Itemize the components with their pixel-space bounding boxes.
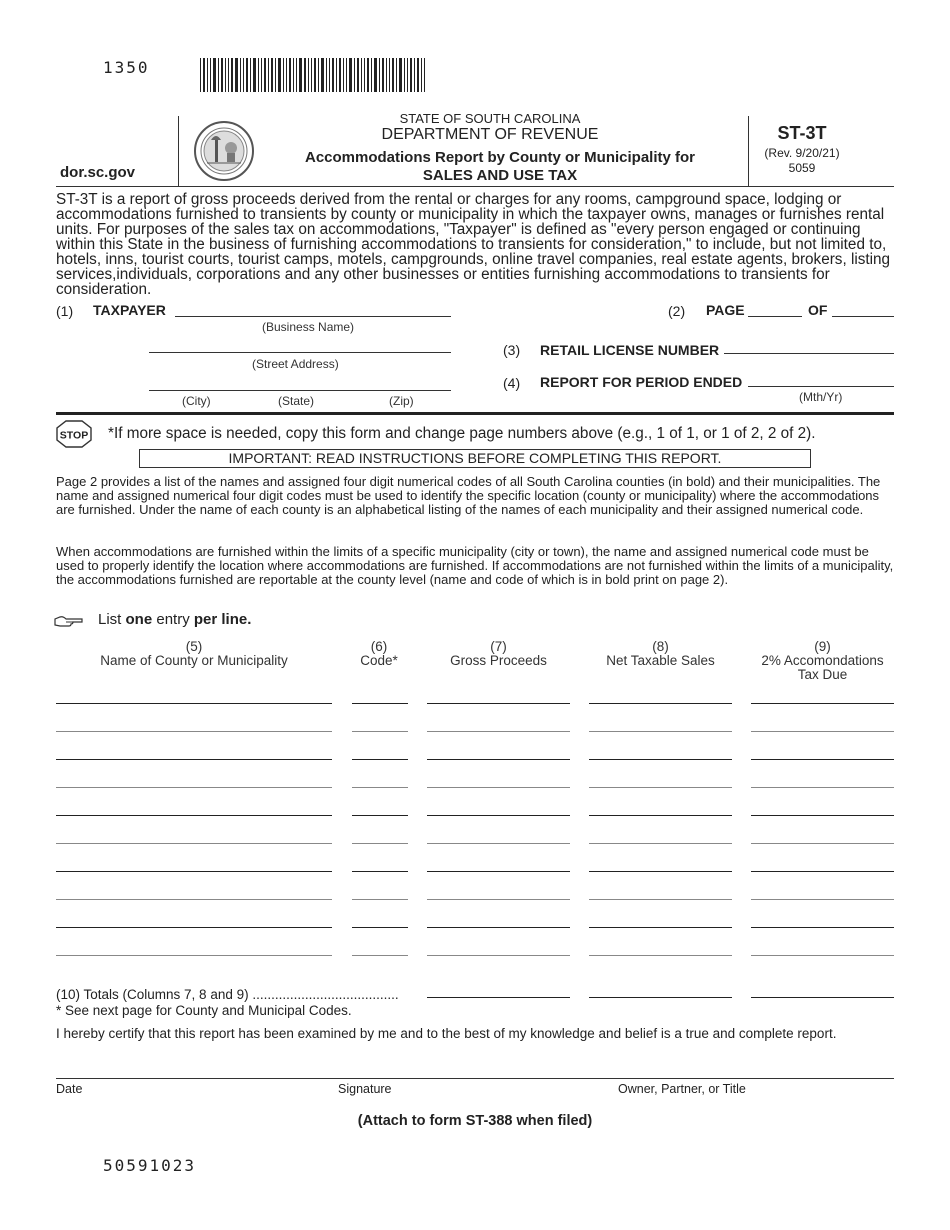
page-number-index: (2) bbox=[668, 303, 686, 319]
barcode-bar bbox=[258, 58, 259, 92]
zip-label: (Zip) bbox=[389, 394, 414, 408]
barcode-bar bbox=[275, 58, 276, 92]
barcode-bar bbox=[246, 58, 248, 92]
page-number-field[interactable] bbox=[748, 316, 802, 317]
gross-proceeds-field[interactable] bbox=[427, 815, 570, 816]
list-note-one: one bbox=[125, 611, 153, 628]
barcode-bar bbox=[404, 58, 405, 92]
county-name-field[interactable] bbox=[56, 899, 332, 900]
department-name: DEPARTMENT OF REVENUE bbox=[381, 126, 599, 143]
gross-proceeds-field[interactable] bbox=[427, 871, 570, 872]
barcode-bar bbox=[314, 58, 316, 92]
gross-proceeds-field[interactable] bbox=[427, 787, 570, 788]
county-name-field[interactable] bbox=[56, 871, 332, 872]
city-label: (City) bbox=[182, 394, 211, 408]
stop-sign-icon bbox=[56, 420, 90, 448]
city-state-zip-field[interactable] bbox=[149, 390, 451, 391]
gross-proceeds-field[interactable] bbox=[427, 955, 570, 956]
code-field[interactable] bbox=[352, 927, 408, 928]
column-header-net-taxable bbox=[589, 640, 732, 668]
gross-proceeds-field[interactable] bbox=[427, 927, 570, 928]
gross-proceeds-field[interactable] bbox=[427, 703, 570, 704]
barcode-bar bbox=[253, 58, 256, 92]
state-label: (State) bbox=[278, 394, 315, 408]
tax-due-field[interactable] bbox=[751, 815, 894, 816]
barcode-bar bbox=[200, 58, 201, 92]
form-revision: (Rev. 9/20/21) bbox=[764, 146, 840, 160]
signature-line[interactable] bbox=[56, 1078, 894, 1079]
barcode-bar bbox=[399, 58, 402, 92]
gross-proceeds-field[interactable] bbox=[427, 843, 570, 844]
column-number: (7) bbox=[490, 639, 507, 654]
form-title-line2: SALES AND USE TAX bbox=[422, 167, 578, 184]
barcode-bar bbox=[382, 58, 384, 92]
barcode-bar bbox=[332, 58, 334, 92]
net-taxable-field[interactable] bbox=[589, 871, 732, 872]
of-label: OF bbox=[808, 302, 828, 318]
street-address-label: (Street Address) bbox=[252, 357, 339, 371]
totals-label: (10) Totals (Columns 7, 8 and 9) ....................................... bbox=[56, 987, 399, 1002]
column-header-gross-proceeds bbox=[427, 640, 570, 668]
county-name-field[interactable] bbox=[56, 759, 332, 760]
column-label: 2% Accomondations bbox=[761, 653, 884, 668]
column-label: Code* bbox=[360, 653, 398, 668]
barcode-bar bbox=[207, 58, 208, 92]
tax-due-field[interactable] bbox=[751, 703, 894, 704]
barcode-bar bbox=[364, 58, 365, 92]
code-field[interactable] bbox=[352, 955, 408, 956]
barcode-bar bbox=[336, 58, 337, 92]
footer-form-code: 50591023 bbox=[103, 1156, 197, 1175]
important-box: IMPORTANT: READ INSTRUCTIONS BEFORE COMPLETING THIS REPORT. bbox=[139, 449, 811, 468]
barcode-bar bbox=[203, 58, 205, 92]
tax-due-field[interactable] bbox=[751, 955, 894, 956]
tax-due-field[interactable] bbox=[751, 871, 894, 872]
barcode-bar bbox=[278, 58, 281, 92]
barcode-bar bbox=[231, 58, 233, 92]
county-name-field[interactable] bbox=[56, 955, 332, 956]
barcode-bar bbox=[374, 58, 377, 92]
code-field[interactable] bbox=[352, 899, 408, 900]
column-label: Name of County or Municipality bbox=[100, 653, 288, 668]
gross-proceeds-field[interactable] bbox=[427, 759, 570, 760]
certification-statement: I hereby certify that this report has been examined by me and to the best of my knowledge and belief is a true and complete report. bbox=[56, 1026, 837, 1041]
total-gross-proceeds-field[interactable] bbox=[427, 997, 570, 998]
barcode-bar bbox=[304, 58, 306, 92]
net-taxable-field[interactable] bbox=[589, 703, 732, 704]
tax-due-field[interactable] bbox=[751, 843, 894, 844]
barcode-bar bbox=[261, 58, 262, 92]
signature-label: Signature bbox=[338, 1082, 392, 1096]
barcode-bar bbox=[243, 58, 244, 92]
county-name-field[interactable] bbox=[56, 703, 332, 704]
gross-proceeds-field[interactable] bbox=[427, 731, 570, 732]
form-title-line1: Accommodations Report by County or Municipality for bbox=[304, 149, 696, 166]
license-label: RETAIL LICENSE NUMBER bbox=[540, 342, 720, 358]
stop-sign-text: STOP bbox=[59, 429, 89, 442]
tax-due-field[interactable] bbox=[751, 927, 894, 928]
code-field[interactable] bbox=[352, 787, 408, 788]
barcode-bar bbox=[326, 58, 327, 92]
net-taxable-field[interactable] bbox=[589, 955, 732, 956]
total-net-taxable-field[interactable] bbox=[589, 997, 732, 998]
barcode-bar bbox=[218, 58, 219, 92]
code-field[interactable] bbox=[352, 731, 408, 732]
barcode-bar bbox=[389, 58, 390, 92]
section-rule-thick bbox=[56, 412, 894, 415]
column-label: Gross Proceeds bbox=[450, 653, 547, 668]
barcode-bar bbox=[367, 58, 369, 92]
county-name-field[interactable] bbox=[56, 731, 332, 732]
barcode-bar bbox=[296, 58, 297, 92]
header-divider-left bbox=[178, 116, 179, 186]
column-header-tax-due bbox=[751, 640, 894, 682]
barcode-bar bbox=[311, 58, 312, 92]
header-bottom-rule bbox=[56, 186, 894, 187]
column-number: (9) bbox=[814, 639, 831, 654]
barcode-bar bbox=[250, 58, 251, 92]
barcode-bar bbox=[283, 58, 284, 92]
net-taxable-field[interactable] bbox=[589, 843, 732, 844]
total-tax-due-field[interactable] bbox=[751, 997, 894, 998]
county-name-field[interactable] bbox=[56, 843, 332, 844]
period-label: REPORT FOR PERIOD ENDED bbox=[540, 374, 743, 390]
barcode-bar bbox=[264, 58, 266, 92]
form-sequence-number: 1350 bbox=[103, 58, 150, 77]
barcode-image bbox=[200, 58, 470, 92]
barcode-bar bbox=[225, 58, 226, 92]
barcode-bar bbox=[318, 58, 319, 92]
code-field[interactable] bbox=[352, 759, 408, 760]
form-number: ST-3T bbox=[777, 123, 827, 143]
net-taxable-field[interactable] bbox=[589, 759, 732, 760]
barcode-bar bbox=[371, 58, 372, 92]
state-name: STATE OF SOUTH CAROLINA bbox=[399, 111, 581, 126]
barcode-bar bbox=[321, 58, 324, 92]
barcode-bar bbox=[299, 58, 302, 92]
barcode-bar bbox=[240, 58, 241, 92]
barcode-bar bbox=[339, 58, 341, 92]
net-taxable-field[interactable] bbox=[589, 815, 732, 816]
list-note-prefix: List bbox=[98, 611, 126, 628]
tax-due-field[interactable] bbox=[751, 731, 894, 732]
intro-paragraph: ST-3T is a report of gross proceeds derived from the rental or charges for any rooms, campground space, lodging or accommodations furnished to transients by county or municipality in which the taxpayer owns, manages or furnishes rental units. For purposes of the sales tax on accommodations, "Taxpayer" is defined as "every person engaged or continuing within this State in the business of furnishing accommodations to transients for consideration," to include, but not limited to, hotels, inns, tourist courts, tourist camps, motels, campgrounds, online travel companies, real estate agents, brokers, listing services,individuals, corporations and any other businesses or entities furnishing accommodations to transients for consideration. bbox=[56, 191, 891, 298]
code-field[interactable] bbox=[352, 703, 408, 704]
barcode-bar bbox=[407, 58, 408, 92]
taxpayer-number: (1) bbox=[56, 303, 74, 319]
tax-due-field[interactable] bbox=[751, 759, 894, 760]
barcode-bar bbox=[421, 58, 422, 92]
barcode-bar bbox=[293, 58, 294, 92]
column-number: (5) bbox=[185, 639, 203, 654]
barcode-bar bbox=[417, 58, 419, 92]
column-header-code bbox=[350, 640, 408, 668]
county-name-field[interactable] bbox=[56, 787, 332, 788]
barcode-bar bbox=[396, 58, 397, 92]
barcode-bar bbox=[213, 58, 216, 92]
column-label: Net Taxable Sales bbox=[606, 653, 715, 668]
barcode-bar bbox=[235, 58, 238, 92]
period-hint: (Mth/Yr) bbox=[799, 390, 843, 404]
barcode-bar bbox=[349, 58, 352, 92]
barcode-bar bbox=[357, 58, 359, 92]
barcode-bar bbox=[271, 58, 273, 92]
barcode-bar bbox=[346, 58, 347, 92]
barcode-bar bbox=[414, 58, 415, 92]
street-address-field[interactable] bbox=[149, 352, 451, 353]
net-taxable-field[interactable] bbox=[589, 731, 732, 732]
county-name-field[interactable] bbox=[56, 927, 332, 928]
barcode-bar bbox=[392, 58, 394, 92]
barcode-bar bbox=[289, 58, 291, 92]
list-note-middle: entry bbox=[152, 611, 194, 628]
license-number-index: (3) bbox=[503, 342, 521, 358]
gross-proceeds-field[interactable] bbox=[427, 899, 570, 900]
barcode-bar bbox=[210, 58, 211, 92]
barcode-bar bbox=[343, 58, 344, 92]
code-field[interactable] bbox=[352, 871, 408, 872]
tax-due-field[interactable] bbox=[751, 787, 894, 788]
barcode-bar bbox=[329, 58, 330, 92]
stop-note: *If more space is needed, copy this form and change page numbers above (e.g., 1 of 1, or 1 of 2, 2 of 2). bbox=[108, 425, 816, 442]
header-divider-right bbox=[748, 116, 749, 186]
list-entry-note bbox=[98, 611, 251, 628]
period-ended-field[interactable] bbox=[748, 386, 894, 387]
list-note-per-line: per line. bbox=[193, 611, 252, 628]
taxpayer-label: TAXPAYER bbox=[93, 302, 166, 318]
business-name-field[interactable] bbox=[175, 316, 451, 317]
net-taxable-field[interactable] bbox=[589, 927, 732, 928]
barcode-bar bbox=[424, 58, 425, 92]
barcode-bar bbox=[379, 58, 380, 92]
state-seal-icon bbox=[193, 120, 255, 182]
barcode-bar bbox=[386, 58, 387, 92]
page-total-field[interactable] bbox=[832, 316, 894, 317]
barcode-bar bbox=[221, 58, 223, 92]
column-number: (8) bbox=[652, 639, 669, 654]
barcode-bar bbox=[410, 58, 412, 92]
barcode-bar bbox=[361, 58, 362, 92]
column-header-name bbox=[56, 640, 332, 668]
codes-paragraph: Page 2 provides a list of the names and assigned four digit numerical codes of all South Carolina counties (in bold) and their municipalities. The name and assigned numerical four digit codes must be used to identify the specific location (county or municipality) where the accommodations are furnished. Under the name of each county is an alphabetical listing of the names of each municipality and their assigned numerical code. bbox=[56, 474, 881, 517]
barcode-bar bbox=[286, 58, 287, 92]
municipality-paragraph: When accommodations are furnished within the limits of a specific municipality (city or town), the name and assigned numerical code must be used to properly identify the location where accommodations are furnished. If accommodations are not furnished within the limits of a municipality, the accommodations furnished are reportable at the county level (name and code of which is in bold print on page 2). bbox=[56, 544, 894, 587]
code-field[interactable] bbox=[352, 843, 408, 844]
barcode-bar bbox=[268, 58, 269, 92]
column-label-line2: Tax Due bbox=[797, 667, 848, 682]
tax-due-field[interactable] bbox=[751, 899, 894, 900]
period-index: (4) bbox=[503, 375, 521, 391]
barcode-bar bbox=[228, 58, 229, 92]
code-field[interactable] bbox=[352, 815, 408, 816]
website-link[interactable]: dor.sc.gov bbox=[60, 164, 136, 181]
page-label: PAGE bbox=[706, 302, 745, 318]
barcode-bar bbox=[354, 58, 355, 92]
business-name-label: (Business Name) bbox=[262, 320, 355, 334]
title-label: Owner, Partner, or Title bbox=[618, 1082, 746, 1096]
date-label: Date bbox=[56, 1082, 83, 1096]
form-code: 5059 bbox=[788, 161, 816, 175]
net-taxable-field[interactable] bbox=[589, 899, 732, 900]
barcode-bar bbox=[308, 58, 309, 92]
attach-instruction: (Attach to form ST-388 when filed) bbox=[357, 1113, 593, 1129]
pointing-hand-icon bbox=[53, 613, 83, 629]
column-number: (6) bbox=[370, 639, 388, 654]
net-taxable-field[interactable] bbox=[589, 787, 732, 788]
county-name-field[interactable] bbox=[56, 815, 332, 816]
codes-footnote: * See next page for County and Municipal Codes. bbox=[56, 1003, 352, 1018]
license-number-field[interactable] bbox=[724, 353, 894, 354]
